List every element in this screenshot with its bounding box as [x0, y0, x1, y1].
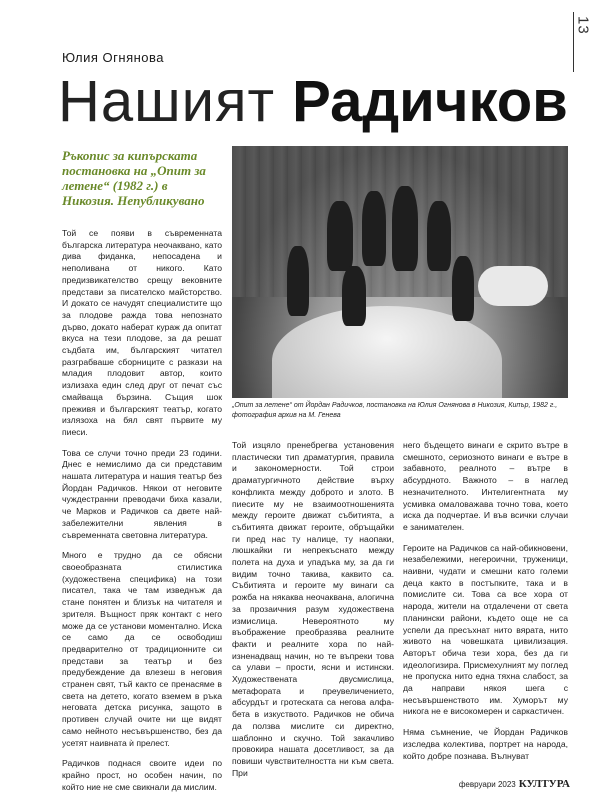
paragraph: Героите на Радичков са най-обикновени, незабележими, негероични, труженици, наивни, чудати и смешни като големи деца както в постъпките, така и в помислите си. Това са все хора от народа, жители на отдалечени от света планински райони, където още не са успели да пресъхнат нито вярата, нито живото на човешката цивилизация. Авторът обича тези хора, без да ги идеологизира. Присмехулният му поглед не пропуска нито една тяхна слабост, за да направи някоя шега с несъвършенството им. Хуморът му никога не е високомерен и саркастичен. [403, 542, 568, 717]
actor-figure [342, 266, 366, 326]
actor-figure [452, 256, 474, 321]
actor-figure [427, 201, 451, 271]
title-part-bold: Радичков [292, 69, 568, 134]
photo-caption: „Опит за летене“ от Йордан Радичков, постановка на Юлия Огнянова в Никозия, Кипър, 1982 г., фотография архив на М. Генева [232, 402, 558, 419]
actor-figure [287, 246, 309, 316]
issue-date: февруари 2023 [458, 780, 516, 789]
paragraph: Той изцяло пренебрегва установения пластически тип драматургия, правила и закономерности. Той строи драматургичното действие върху конфликта между доброто и злото. В пиесите му не взаимоотношенията между героите движат събитията, а събитията движат героите, обръщайки ги пред нас ту налице, ту наопаки, люшкайки ги непрекъснато между полета на духа и упадъка му, за да ги видим точно такива, каквито са. Събитията и героите му винаги са рожба на някаква неочаквана, алогична за прозаичния разум художествена измислица. Невероятното му въображение преобразява реалните факти и реалните хора по най-изненадващ начин, но те въпреки това са улави – прости, ясни и истински. Художествената двусмислица, метафората и преувеличението, абсурдът и гротеската са негова алфа-бета в изкуството. Радичков не обича да ползва мислите си директно, шаблонно и скучно. Той закачливо провокира нашата досетливост, за да повиши чувствителността ни към света. При [232, 440, 394, 778]
text-column-1 [62, 228, 222, 802]
paragraph: Той се появи в съвременната българска литература неочаквано, като дива фиданка, непосадена и неполивана от никого. Като предизвикателство срещу вековните представи за писателско майсторство. И докато се начудят специалистите що за плодове ражда това непознато дърво, докато наберат кураж да опитат вкуса на тези плодове, за да решат съдбата им, българският читател разграбваше сборниците с разкази на младия плодовит автор, които излизаха един след друг от печат със смайваща бързина. Същия шок преживя и българският театър, когато излязоха на бял свят първите му пиеси. [62, 228, 222, 437]
author-name: Юлия Огнянова [62, 50, 165, 65]
stage-cloud [478, 266, 548, 306]
actor-figure [362, 191, 386, 266]
text-column-2 [232, 440, 394, 788]
article-title [58, 62, 578, 142]
title-part-light: Нашият [58, 69, 293, 134]
paragraph: Радичков поднася своите идеи по крайно прост, но особен начин, по който ние не сме свикнали да мислим. [62, 758, 222, 792]
page-footer [459, 778, 570, 790]
actor-figure [327, 201, 353, 271]
actor-figure [392, 186, 418, 271]
article-subtitle: Ръкопис за кипърската постановка на „Опит за летене“ (1982 г.) в Никозия. Непубликувано [62, 148, 206, 208]
paragraph: него бъдещето винаги е скрито вътре в смешното, сериозното винаги е вътре в забавното, реалното – вътре в абсурдното. Важното – в наглед незначителното. Интелигентната му усмивка омаловажава точно това, което иска да подчертае. И във всички случаи е занимателен. [403, 440, 568, 532]
page-number-text: 13 [574, 16, 592, 35]
magazine-brand: КУЛТУРА [518, 778, 570, 790]
theater-photo [232, 146, 568, 398]
paragraph: Няма съмнение, че Йордан Радичков изследва колектива, портрет на народа, който добре познава. Вълнуват [403, 727, 568, 761]
paragraph: Това се случи точно преди 23 години. Днес е немислимо да си представим нашата литература и нашия театър без Йордан Радичков. Някои от неговите чуждестранни преводачи биха казали, че Марков и Радичков са двете най-забележителни явления в съвременната световна литература. [62, 447, 222, 540]
text-column-3 [403, 440, 568, 771]
paragraph: Много е трудно да се обясни своеобразната стилистика (художествена специфика) на този писател, така че там изведнъж да стане понятен и близък на читателя и зрителя. Въщност пряк контакт с него може да се установи моментално. Иска се само да се освободиш предварително от традиционните си представи за театър и без предубеждение да влезеш в неговия странен свят, тъй както се пренасяме в света на детето, когато вземем в ръка неговата детска рисунка, защото в противен случай очите ни ще видят само нейното несъвършенство, без да усетят наивната ѝ прелест. [62, 550, 222, 748]
